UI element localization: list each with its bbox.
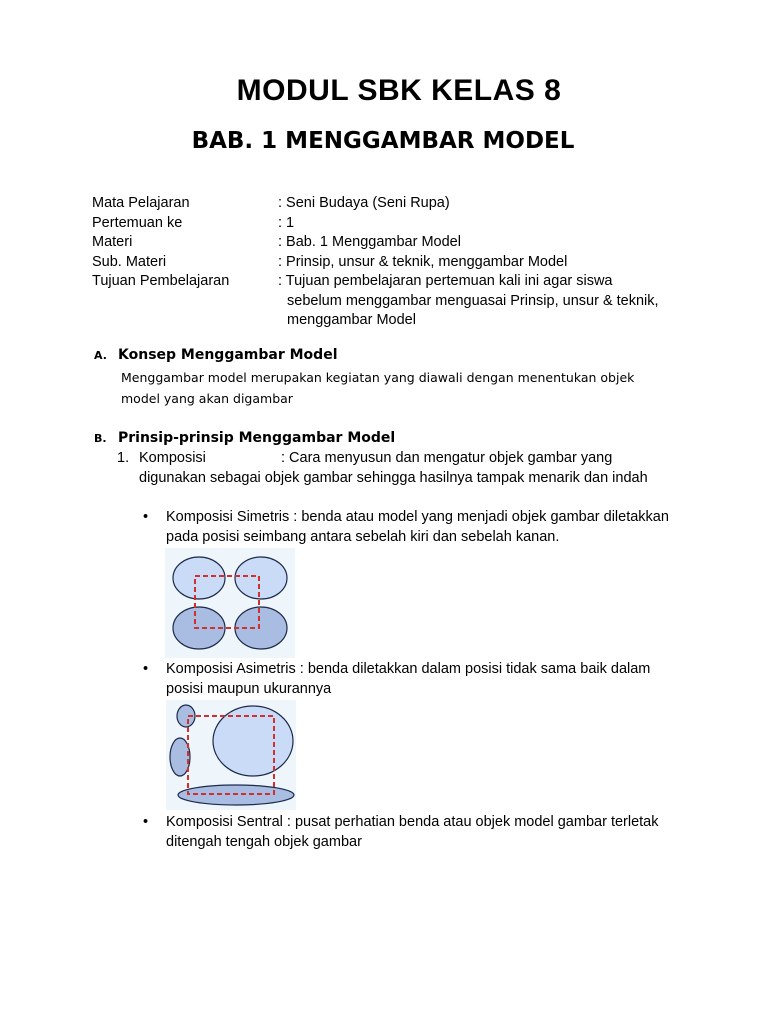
- section-b-heading: [94, 430, 395, 446]
- info-value: : Prinsip, unsur & teknik, menggambar Model: [278, 253, 568, 270]
- info-value: : Tujuan pembelajaran pertemuan kali ini agar siswa sebelum menggambar menguasai Prinsip, unsur & teknik, menggambar Model: [278, 273, 659, 328]
- info-row: [92, 233, 692, 253]
- item-label: Komposisi: [139, 450, 206, 466]
- item-description-continuation: digunakan sebagai objek gambar sehingga hasilnya tampak menarik dan indah: [139, 470, 648, 486]
- item-number: 1.: [117, 450, 130, 466]
- ellipse-shape: [235, 557, 287, 599]
- info-label: Materi: [92, 234, 133, 250]
- bullet-item: [143, 660, 673, 699]
- info-label: Tujuan Pembelajaran: [92, 273, 230, 289]
- section-heading-text: Konsep Menggambar Model: [118, 347, 338, 363]
- info-row: [92, 194, 692, 214]
- info-label: Pertemuan ke: [92, 214, 183, 231]
- info-label: Sub. Materi: [92, 253, 167, 270]
- document-title: MODUL SBK KELAS 8: [236, 74, 562, 107]
- section-letter: B.: [94, 432, 107, 445]
- asymmetric-composition-figure: [166, 700, 296, 810]
- item-description: : Cara menyusun dan mengatur objek gambar yang: [281, 450, 613, 466]
- info-row: [92, 214, 692, 234]
- section-heading-text: Prinsip-prinsip Menggambar Model: [118, 430, 396, 446]
- info-value: : Bab. 1 Menggambar Model: [278, 234, 461, 250]
- bullet-text: Komposisi Sentral : pusat perhatian benda atau objek model gambar terletak ditengah tengah objek gambar: [166, 814, 659, 850]
- bullet-text: Komposisi Simetris : benda atau model yang menjadi objek gambar diletakkan pada posisi seimbang antara sebelah kiri dan sebelah kanan.: [166, 509, 669, 545]
- chapter-title: BAB. 1 MENGGAMBAR MODEL: [191, 128, 575, 154]
- section-letter: A.: [94, 349, 107, 362]
- bullet-icon: •: [143, 661, 149, 677]
- bullet-icon: •: [143, 814, 149, 830]
- section-a-heading: [94, 347, 338, 363]
- info-value: : Seni Budaya (Seni Rupa): [278, 195, 450, 211]
- symmetric-composition-figure: [165, 548, 295, 658]
- info-label: Mata Pelajaran: [92, 195, 190, 211]
- bullet-item: [143, 508, 673, 547]
- info-value: : 1: [278, 214, 295, 231]
- bullet-item: [143, 813, 673, 852]
- info-row: [92, 272, 692, 331]
- bullet-icon: •: [143, 509, 149, 525]
- info-row: [92, 253, 692, 273]
- bullet-text: Komposisi Asimetris : benda diletakkan dalam posisi tidak sama baik dalam posisi maupun ukurannya: [166, 661, 651, 697]
- info-table: [92, 194, 692, 331]
- ellipse-shape: [173, 557, 225, 599]
- section-a-text: Menggambar model merupakan kegiatan yang diawali dengan menentukan objek model yang akan digambar: [121, 370, 635, 406]
